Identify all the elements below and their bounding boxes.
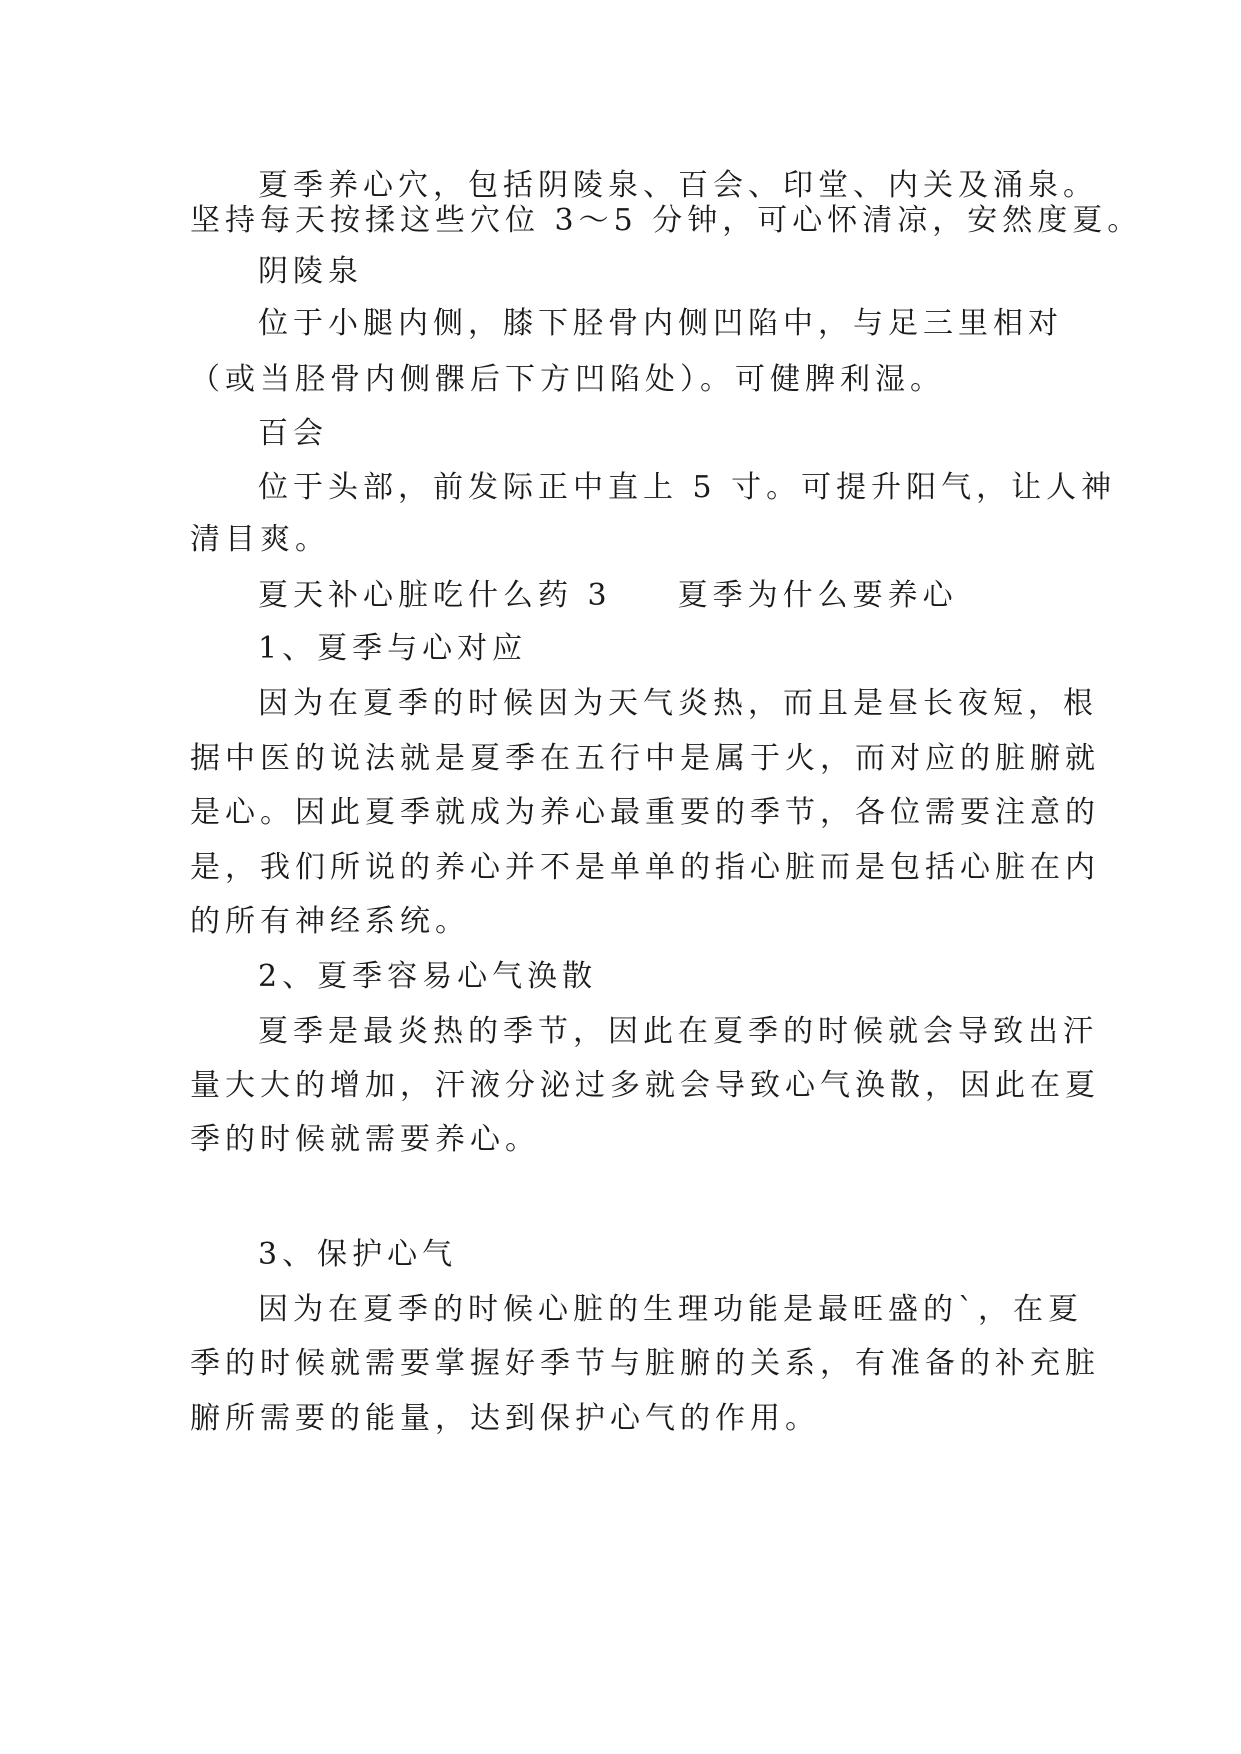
article-subtitle: 夏季为什么要养心: [677, 578, 958, 613]
paragraph-line: 据中医的说法就是夏季在五行中是属于火，而对应的脏腑就: [190, 741, 1100, 776]
paragraph-line: 因为在夏季的时候因为天气炎热，而且是昼长夜短，根: [258, 686, 1098, 721]
paragraph-line: 是心。因此夏季就成为养心最重要的季节，各位需要注意的: [190, 795, 1100, 830]
section-heading: 2、夏季容易心气涣散: [258, 959, 598, 994]
section-heading: 百会: [258, 416, 328, 451]
paragraph-line: 因为在夏季的时候心脏的生理功能是最旺盛的`，在夏: [258, 1292, 1083, 1327]
paragraph-line: 清目爽。: [190, 522, 330, 557]
paragraph-line: 的所有神经系统。: [190, 904, 470, 939]
article-title: 夏天补心脏吃什么药 3: [258, 578, 612, 613]
paragraph-line: （或当胫骨内侧髁后下方凹陷处）。可健脾利湿。: [190, 362, 945, 397]
section-heading: 3、保护心气: [258, 1237, 458, 1272]
paragraph-line: 季的时候就需要养心。: [190, 1122, 540, 1157]
paragraph-line: 腑所需要的能量，达到保护心气的作用。: [190, 1401, 820, 1436]
paragraph-line: 位于小腿内侧，膝下胫骨内侧凹陷中，与足三里相对: [258, 306, 1063, 341]
paragraph-line: 夏季是最炎热的季节，因此在夏季的时候就会导致出汗: [258, 1014, 1098, 1049]
paragraph-line: 量大大的增加，汗液分泌过多就会导致心气涣散，因此在夏: [190, 1068, 1100, 1103]
paragraph-line: 季的时候就需要掌握好季节与脏腑的关系，有准备的补充脏: [190, 1346, 1100, 1381]
article-heading: [258, 576, 958, 616]
paragraph-line: 夏季养心穴，包括阴陵泉、百会、印堂、内关及涌泉。: [258, 168, 1098, 203]
paragraph-line: 是，我们所说的养心并不是单单的指心脏而是包括心脏在内: [190, 850, 1100, 885]
section-heading: 阴陵泉: [258, 254, 363, 289]
paragraph-line: 位于头部，前发际正中直上 5 寸。可提升阳气，让人神: [258, 470, 1117, 505]
section-heading: 1、夏季与心对应: [258, 631, 528, 666]
paragraph-line: 坚持每天按揉这些穴位 3～5 分钟，可心怀清凉，安然度夏。: [190, 203, 1143, 238]
